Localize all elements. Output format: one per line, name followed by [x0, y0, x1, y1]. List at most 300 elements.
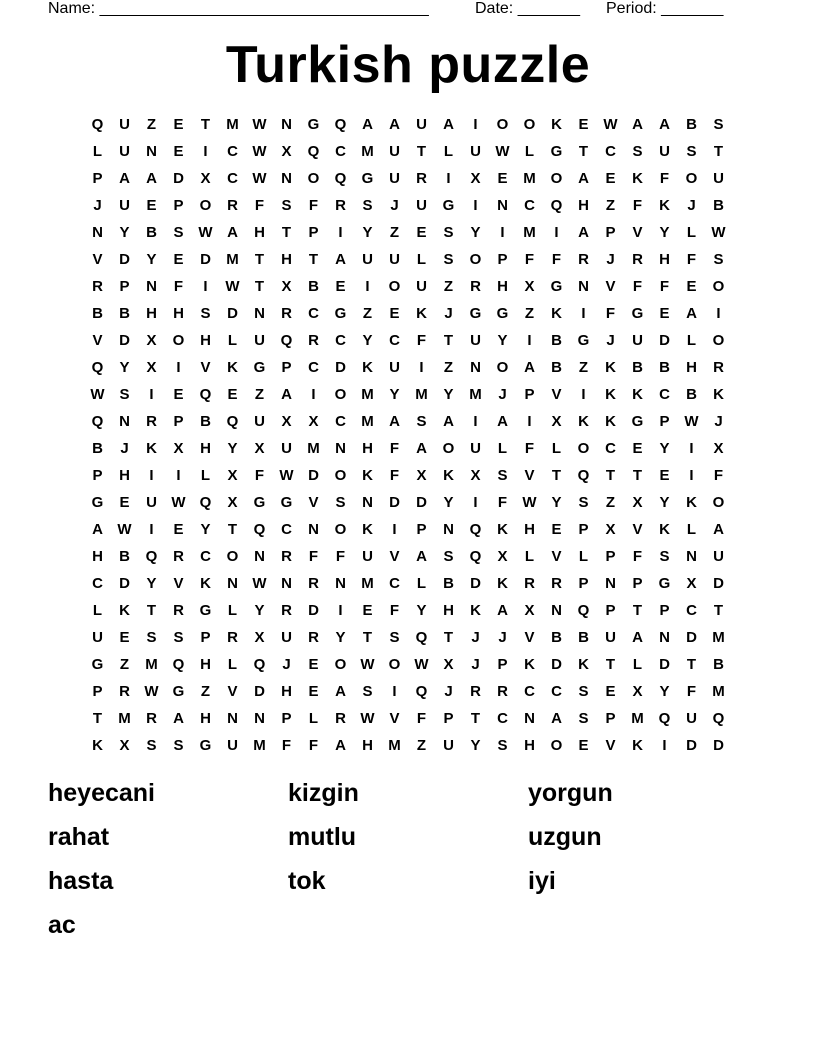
- grid-letter[interactable]: T: [416, 143, 427, 160]
- grid-letter[interactable]: E: [578, 737, 589, 754]
- grid-letter[interactable]: N: [443, 521, 454, 538]
- grid-letter[interactable]: W: [252, 116, 267, 133]
- grid-letter[interactable]: I: [311, 386, 316, 403]
- grid-letter[interactable]: S: [119, 386, 130, 403]
- grid-letter[interactable]: X: [524, 602, 535, 619]
- grid-letter[interactable]: N: [254, 548, 265, 565]
- grid-letter[interactable]: R: [146, 413, 157, 430]
- grid-letter[interactable]: Q: [145, 548, 158, 565]
- grid-letter[interactable]: A: [416, 548, 427, 565]
- grid-letter[interactable]: N: [281, 116, 292, 133]
- grid-letter[interactable]: E: [416, 224, 427, 241]
- grid-letter[interactable]: G: [577, 332, 590, 349]
- grid-letter[interactable]: P: [605, 710, 616, 727]
- grid-letter[interactable]: F: [713, 467, 724, 484]
- grid-letter[interactable]: L: [686, 224, 697, 241]
- grid-letter[interactable]: C: [605, 440, 616, 457]
- grid-letter[interactable]: C: [335, 413, 346, 430]
- grid-letter[interactable]: K: [605, 413, 616, 430]
- grid-letter[interactable]: L: [524, 548, 535, 565]
- grid-letter[interactable]: S: [578, 494, 589, 511]
- grid-letter[interactable]: H: [443, 602, 454, 619]
- grid-letter[interactable]: O: [550, 170, 563, 187]
- grid-letter[interactable]: P: [659, 602, 670, 619]
- grid-letter[interactable]: H: [362, 737, 373, 754]
- grid-letter[interactable]: H: [686, 359, 697, 376]
- grid-letter[interactable]: I: [149, 467, 154, 484]
- grid-letter[interactable]: L: [578, 548, 589, 565]
- grid-letter[interactable]: E: [227, 386, 238, 403]
- grid-letter[interactable]: G: [199, 737, 212, 754]
- grid-letter[interactable]: I: [176, 359, 181, 376]
- grid-letter[interactable]: H: [281, 683, 292, 700]
- grid-letter[interactable]: W: [360, 710, 375, 727]
- grid-letter[interactable]: B: [92, 305, 103, 322]
- grid-letter[interactable]: X: [497, 548, 508, 565]
- grid-letter[interactable]: N: [92, 224, 103, 241]
- grid-letter[interactable]: X: [281, 413, 292, 430]
- grid-letter[interactable]: J: [282, 656, 291, 673]
- grid-letter[interactable]: V: [605, 278, 616, 295]
- grid-letter[interactable]: O: [685, 170, 698, 187]
- grid-letter[interactable]: O: [307, 170, 320, 187]
- grid-letter[interactable]: C: [227, 143, 238, 160]
- grid-letter[interactable]: D: [119, 251, 130, 268]
- grid-letter[interactable]: S: [173, 629, 184, 646]
- grid-letter[interactable]: G: [469, 305, 482, 322]
- grid-letter[interactable]: M: [361, 386, 374, 403]
- grid-letter[interactable]: Z: [416, 737, 427, 754]
- grid-letter[interactable]: L: [92, 143, 103, 160]
- grid-letter[interactable]: Y: [497, 332, 508, 349]
- grid-letter[interactable]: O: [712, 332, 725, 349]
- grid-letter[interactable]: I: [689, 467, 694, 484]
- grid-letter[interactable]: P: [281, 710, 292, 727]
- grid-letter[interactable]: Q: [91, 359, 104, 376]
- grid-letter[interactable]: C: [227, 170, 238, 187]
- grid-letter[interactable]: U: [470, 332, 481, 349]
- grid-letter[interactable]: C: [92, 575, 103, 592]
- grid-letter[interactable]: N: [281, 170, 292, 187]
- grid-letter[interactable]: T: [227, 521, 238, 538]
- grid-letter[interactable]: J: [471, 629, 480, 646]
- grid-letter[interactable]: E: [308, 656, 319, 673]
- grid-letter[interactable]: G: [280, 494, 293, 511]
- grid-letter[interactable]: G: [199, 602, 212, 619]
- grid-letter[interactable]: N: [227, 710, 238, 727]
- grid-letter[interactable]: I: [149, 386, 154, 403]
- grid-letter[interactable]: W: [684, 413, 699, 430]
- grid-letter[interactable]: M: [361, 575, 374, 592]
- grid-letter[interactable]: M: [631, 710, 644, 727]
- grid-letter[interactable]: P: [200, 629, 211, 646]
- grid-letter[interactable]: R: [416, 170, 427, 187]
- grid-letter[interactable]: K: [659, 521, 670, 538]
- grid-letter[interactable]: A: [632, 629, 643, 646]
- grid-letter[interactable]: H: [362, 440, 373, 457]
- grid-letter[interactable]: C: [659, 386, 670, 403]
- grid-letter[interactable]: N: [335, 575, 346, 592]
- grid-letter[interactable]: K: [362, 359, 373, 376]
- grid-letter[interactable]: Y: [551, 494, 562, 511]
- grid-letter[interactable]: F: [389, 440, 400, 457]
- grid-letter[interactable]: J: [606, 332, 615, 349]
- grid-letter[interactable]: A: [659, 116, 670, 133]
- grid-letter[interactable]: U: [227, 737, 238, 754]
- grid-letter[interactable]: J: [687, 197, 696, 214]
- grid-letter[interactable]: A: [227, 224, 238, 241]
- grid-letter[interactable]: N: [146, 143, 157, 160]
- grid-letter[interactable]: S: [578, 710, 589, 727]
- grid-letter[interactable]: Z: [200, 683, 211, 700]
- grid-letter[interactable]: X: [254, 629, 265, 646]
- grid-letter[interactable]: K: [551, 305, 562, 322]
- grid-letter[interactable]: A: [497, 413, 508, 430]
- grid-letter[interactable]: F: [254, 197, 265, 214]
- grid-letter[interactable]: U: [119, 143, 130, 160]
- grid-letter[interactable]: S: [632, 143, 643, 160]
- grid-letter[interactable]: T: [578, 143, 589, 160]
- grid-letter[interactable]: C: [524, 197, 535, 214]
- grid-letter[interactable]: T: [632, 467, 643, 484]
- grid-letter[interactable]: I: [149, 521, 154, 538]
- grid-letter[interactable]: A: [335, 683, 346, 700]
- grid-letter[interactable]: T: [308, 251, 319, 268]
- grid-letter[interactable]: I: [203, 278, 208, 295]
- grid-letter[interactable]: K: [578, 656, 589, 673]
- grid-letter[interactable]: X: [281, 143, 292, 160]
- grid-letter[interactable]: F: [632, 197, 643, 214]
- grid-letter[interactable]: I: [581, 305, 586, 322]
- grid-letter[interactable]: K: [551, 116, 562, 133]
- grid-letter[interactable]: H: [281, 251, 292, 268]
- grid-letter[interactable]: R: [551, 575, 562, 592]
- grid-letter[interactable]: E: [119, 494, 130, 511]
- grid-letter[interactable]: A: [146, 170, 157, 187]
- grid-letter[interactable]: Y: [362, 332, 373, 349]
- grid-letter[interactable]: U: [389, 359, 400, 376]
- grid-letter[interactable]: M: [307, 440, 320, 457]
- grid-letter[interactable]: X: [200, 170, 211, 187]
- grid-letter[interactable]: N: [605, 575, 616, 592]
- grid-letter[interactable]: T: [632, 602, 643, 619]
- grid-letter[interactable]: X: [551, 413, 562, 430]
- grid-letter[interactable]: V: [389, 710, 400, 727]
- grid-letter[interactable]: S: [659, 548, 670, 565]
- grid-letter[interactable]: S: [389, 629, 400, 646]
- grid-letter[interactable]: I: [338, 602, 343, 619]
- grid-letter[interactable]: D: [308, 602, 319, 619]
- grid-letter[interactable]: S: [443, 251, 454, 268]
- grid-letter[interactable]: S: [416, 413, 427, 430]
- grid-letter[interactable]: R: [524, 575, 535, 592]
- grid-letter[interactable]: I: [689, 440, 694, 457]
- grid-letter[interactable]: Y: [119, 359, 130, 376]
- grid-letter[interactable]: Y: [443, 494, 454, 511]
- grid-letter[interactable]: I: [473, 413, 478, 430]
- grid-letter[interactable]: K: [497, 575, 508, 592]
- grid-letter[interactable]: K: [416, 305, 427, 322]
- grid-letter[interactable]: X: [470, 170, 481, 187]
- grid-letter[interactable]: P: [173, 197, 184, 214]
- grid-letter[interactable]: T: [443, 332, 454, 349]
- grid-letter[interactable]: W: [279, 467, 294, 484]
- grid-letter[interactable]: C: [497, 710, 508, 727]
- grid-letter[interactable]: V: [308, 494, 319, 511]
- grid-letter[interactable]: F: [308, 737, 319, 754]
- grid-letter[interactable]: V: [551, 386, 562, 403]
- grid-letter[interactable]: F: [308, 548, 319, 565]
- grid-letter[interactable]: O: [334, 521, 347, 538]
- grid-letter[interactable]: I: [365, 278, 370, 295]
- grid-letter[interactable]: W: [225, 278, 240, 295]
- grid-letter[interactable]: L: [524, 143, 535, 160]
- grid-letter[interactable]: I: [338, 224, 343, 241]
- grid-letter[interactable]: C: [308, 359, 319, 376]
- grid-letter[interactable]: U: [389, 143, 400, 160]
- grid-letter[interactable]: T: [443, 629, 454, 646]
- grid-letter[interactable]: E: [173, 251, 184, 268]
- grid-letter[interactable]: G: [442, 197, 455, 214]
- grid-letter[interactable]: X: [632, 683, 643, 700]
- grid-letter[interactable]: T: [470, 710, 481, 727]
- grid-letter[interactable]: G: [496, 305, 509, 322]
- grid-letter[interactable]: R: [92, 278, 103, 295]
- grid-letter[interactable]: O: [388, 656, 401, 673]
- grid-letter[interactable]: L: [308, 710, 319, 727]
- grid-letter[interactable]: R: [227, 629, 238, 646]
- grid-letter[interactable]: D: [686, 629, 697, 646]
- grid-letter[interactable]: H: [200, 656, 211, 673]
- grid-letter[interactable]: A: [524, 359, 535, 376]
- grid-letter[interactable]: R: [470, 278, 481, 295]
- grid-letter[interactable]: V: [524, 629, 535, 646]
- grid-letter[interactable]: W: [252, 143, 267, 160]
- grid-letter[interactable]: O: [550, 737, 563, 754]
- grid-letter[interactable]: E: [308, 683, 319, 700]
- grid-letter[interactable]: I: [203, 143, 208, 160]
- grid-letter[interactable]: D: [173, 170, 184, 187]
- grid-letter[interactable]: U: [254, 332, 265, 349]
- grid-letter[interactable]: X: [524, 278, 535, 295]
- grid-letter[interactable]: A: [443, 116, 454, 133]
- grid-letter[interactable]: Q: [469, 548, 482, 565]
- grid-letter[interactable]: B: [551, 359, 562, 376]
- grid-letter[interactable]: O: [523, 116, 536, 133]
- grid-letter[interactable]: X: [713, 440, 724, 457]
- grid-letter[interactable]: C: [551, 683, 562, 700]
- grid-letter[interactable]: E: [173, 143, 184, 160]
- grid-letter[interactable]: Z: [578, 359, 589, 376]
- grid-letter[interactable]: X: [146, 332, 157, 349]
- grid-letter[interactable]: N: [497, 197, 508, 214]
- grid-letter[interactable]: A: [389, 116, 400, 133]
- grid-letter[interactable]: M: [361, 143, 374, 160]
- grid-letter[interactable]: P: [308, 224, 319, 241]
- grid-letter[interactable]: D: [470, 575, 481, 592]
- grid-letter[interactable]: C: [281, 521, 292, 538]
- grid-letter[interactable]: A: [578, 170, 589, 187]
- grid-letter[interactable]: T: [92, 710, 103, 727]
- grid-letter[interactable]: I: [527, 413, 532, 430]
- grid-letter[interactable]: S: [173, 224, 184, 241]
- grid-letter[interactable]: C: [308, 305, 319, 322]
- grid-letter[interactable]: O: [577, 440, 590, 457]
- grid-letter[interactable]: M: [415, 386, 428, 403]
- grid-letter[interactable]: S: [497, 467, 508, 484]
- grid-letter[interactable]: B: [632, 359, 643, 376]
- grid-letter[interactable]: P: [92, 467, 103, 484]
- grid-letter[interactable]: D: [713, 575, 724, 592]
- grid-letter[interactable]: T: [254, 251, 265, 268]
- grid-letter[interactable]: P: [605, 224, 616, 241]
- grid-letter[interactable]: N: [254, 710, 265, 727]
- grid-letter[interactable]: K: [578, 413, 589, 430]
- grid-letter[interactable]: F: [524, 251, 535, 268]
- grid-letter[interactable]: P: [281, 359, 292, 376]
- grid-letter[interactable]: U: [281, 629, 292, 646]
- grid-letter[interactable]: T: [713, 143, 724, 160]
- grid-letter[interactable]: R: [497, 683, 508, 700]
- grid-letter[interactable]: D: [308, 467, 319, 484]
- grid-letter[interactable]: X: [632, 494, 643, 511]
- grid-letter[interactable]: H: [146, 305, 157, 322]
- grid-letter[interactable]: N: [146, 278, 157, 295]
- grid-letter[interactable]: F: [389, 602, 400, 619]
- grid-letter[interactable]: F: [524, 440, 535, 457]
- grid-letter[interactable]: D: [686, 737, 697, 754]
- grid-letter[interactable]: D: [200, 251, 211, 268]
- grid-letter[interactable]: C: [335, 143, 346, 160]
- grid-letter[interactable]: M: [523, 170, 536, 187]
- grid-letter[interactable]: F: [254, 467, 265, 484]
- grid-letter[interactable]: O: [496, 359, 509, 376]
- grid-letter[interactable]: U: [254, 413, 265, 430]
- grid-letter[interactable]: S: [578, 683, 589, 700]
- grid-letter[interactable]: J: [390, 197, 399, 214]
- grid-letter[interactable]: H: [92, 548, 103, 565]
- grid-letter[interactable]: U: [362, 251, 373, 268]
- grid-letter[interactable]: C: [524, 683, 535, 700]
- grid-letter[interactable]: U: [416, 197, 427, 214]
- grid-letter[interactable]: H: [200, 332, 211, 349]
- grid-letter[interactable]: L: [632, 656, 643, 673]
- grid-letter[interactable]: Z: [254, 386, 265, 403]
- grid-letter[interactable]: L: [92, 602, 103, 619]
- grid-letter[interactable]: L: [416, 251, 427, 268]
- grid-letter[interactable]: A: [92, 521, 103, 538]
- grid-letter[interactable]: Z: [605, 494, 616, 511]
- grid-letter[interactable]: F: [686, 251, 697, 268]
- grid-letter[interactable]: G: [307, 116, 320, 133]
- grid-letter[interactable]: N: [659, 629, 670, 646]
- grid-letter[interactable]: I: [392, 683, 397, 700]
- grid-letter[interactable]: L: [227, 602, 238, 619]
- grid-letter[interactable]: I: [446, 170, 451, 187]
- grid-letter[interactable]: H: [200, 440, 211, 457]
- grid-letter[interactable]: K: [605, 359, 616, 376]
- grid-letter[interactable]: M: [388, 737, 401, 754]
- grid-letter[interactable]: Z: [443, 359, 454, 376]
- grid-letter[interactable]: I: [581, 386, 586, 403]
- grid-letter[interactable]: B: [92, 440, 103, 457]
- grid-letter[interactable]: Z: [605, 197, 616, 214]
- grid-letter[interactable]: S: [281, 197, 292, 214]
- grid-letter[interactable]: L: [686, 332, 697, 349]
- grid-letter[interactable]: C: [605, 143, 616, 160]
- grid-letter[interactable]: A: [416, 440, 427, 457]
- grid-letter[interactable]: Y: [119, 224, 130, 241]
- grid-letter[interactable]: K: [443, 467, 454, 484]
- grid-letter[interactable]: J: [498, 386, 507, 403]
- grid-letter[interactable]: U: [119, 197, 130, 214]
- grid-letter[interactable]: I: [392, 521, 397, 538]
- grid-letter[interactable]: O: [226, 548, 239, 565]
- grid-letter[interactable]: R: [470, 683, 481, 700]
- grid-letter[interactable]: R: [308, 629, 319, 646]
- grid-letter[interactable]: B: [686, 386, 697, 403]
- grid-letter[interactable]: B: [146, 224, 157, 241]
- grid-letter[interactable]: A: [551, 710, 562, 727]
- grid-letter[interactable]: E: [362, 602, 373, 619]
- grid-letter[interactable]: A: [335, 737, 346, 754]
- grid-letter[interactable]: K: [605, 386, 616, 403]
- grid-letter[interactable]: X: [254, 440, 265, 457]
- grid-letter[interactable]: H: [524, 737, 535, 754]
- grid-letter[interactable]: Q: [199, 386, 212, 403]
- grid-letter[interactable]: E: [173, 521, 184, 538]
- grid-letter[interactable]: R: [173, 548, 184, 565]
- grid-letter[interactable]: F: [389, 467, 400, 484]
- grid-letter[interactable]: A: [362, 116, 373, 133]
- grid-letter[interactable]: N: [254, 305, 265, 322]
- grid-letter[interactable]: U: [470, 143, 481, 160]
- grid-letter[interactable]: K: [632, 737, 643, 754]
- grid-letter[interactable]: J: [120, 440, 129, 457]
- grid-letter[interactable]: E: [389, 305, 400, 322]
- grid-letter[interactable]: D: [119, 332, 130, 349]
- grid-letter[interactable]: E: [551, 521, 562, 538]
- grid-letter[interactable]: P: [119, 278, 130, 295]
- grid-letter[interactable]: F: [497, 494, 508, 511]
- grid-letter[interactable]: M: [226, 116, 239, 133]
- grid-letter[interactable]: B: [119, 548, 130, 565]
- grid-letter[interactable]: I: [554, 224, 559, 241]
- grid-letter[interactable]: U: [416, 278, 427, 295]
- grid-letter[interactable]: O: [334, 656, 347, 673]
- grid-letter[interactable]: R: [119, 683, 130, 700]
- grid-letter[interactable]: B: [443, 575, 454, 592]
- grid-letter[interactable]: S: [497, 737, 508, 754]
- grid-letter[interactable]: R: [173, 602, 184, 619]
- grid-letter[interactable]: F: [308, 197, 319, 214]
- grid-letter[interactable]: F: [551, 251, 562, 268]
- grid-letter[interactable]: O: [199, 197, 212, 214]
- grid-letter[interactable]: Z: [146, 116, 157, 133]
- grid-letter[interactable]: A: [632, 116, 643, 133]
- grid-letter[interactable]: R: [632, 251, 643, 268]
- grid-letter[interactable]: V: [92, 332, 103, 349]
- grid-letter[interactable]: Y: [335, 629, 346, 646]
- grid-letter[interactable]: N: [281, 575, 292, 592]
- grid-letter[interactable]: A: [713, 521, 724, 538]
- grid-letter[interactable]: V: [227, 683, 238, 700]
- grid-letter[interactable]: F: [416, 332, 427, 349]
- grid-letter[interactable]: P: [578, 521, 589, 538]
- grid-letter[interactable]: W: [603, 116, 618, 133]
- grid-letter[interactable]: G: [253, 494, 266, 511]
- grid-letter[interactable]: Y: [227, 440, 238, 457]
